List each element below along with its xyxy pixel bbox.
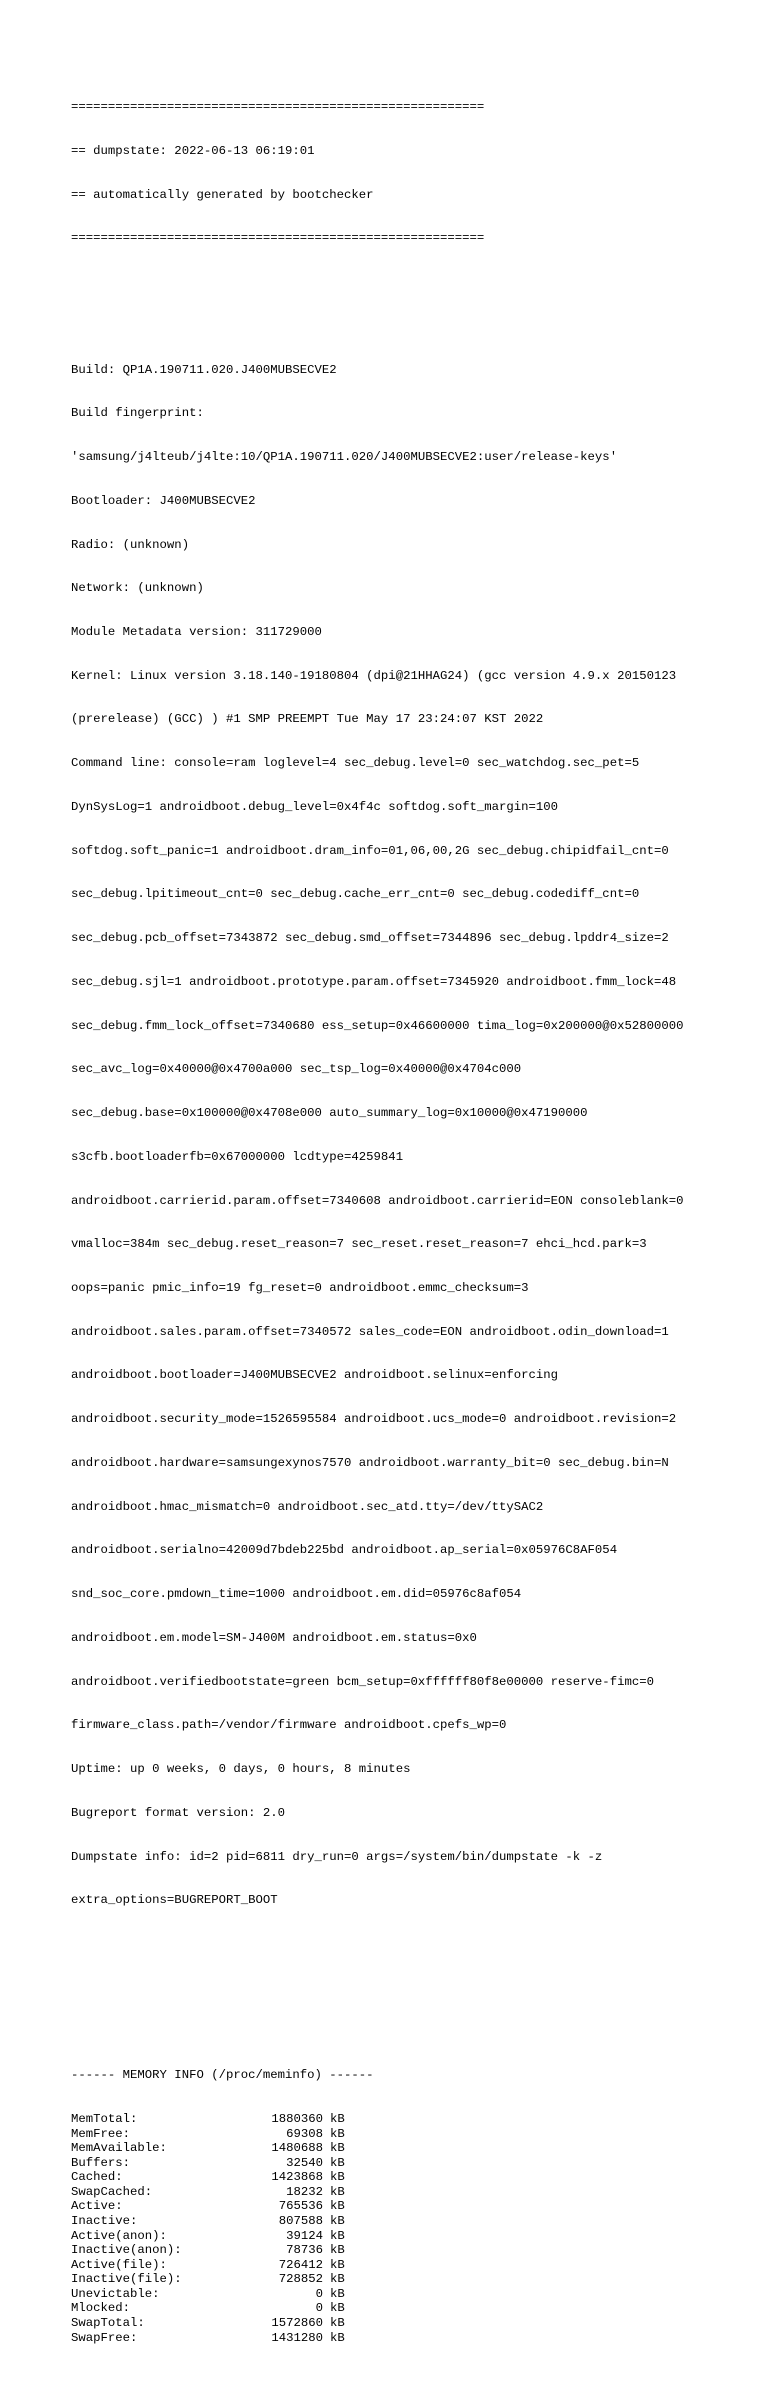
memory-field-unit: kB [330,2111,345,2126]
memory-field-unit: kB [330,2213,345,2228]
memory-info-row [71,2229,731,2244]
generator-note: == automatically generated by bootchecker [71,187,374,202]
command-line-cont: androidboot.serialno=42009d7bdeb225bd androidboot.ap_serial=0x05976C8AF054 [71,1543,618,1558]
build-line: Build: QP1A.190711.020.J400MUBSECVE2 [71,362,337,377]
command-line-cont: oops=panic pmic_info=19 fg_reset=0 androidboot.emmc_checksum=3 [71,1280,529,1295]
build-fingerprint-value: 'samsung/j4lteub/j4lte:10/QP1A.190711.020/J400MUBSECVE2:user/release-keys' [71,450,618,465]
dumpstate-info-line: Dumpstate info: id=2 pid=6811 dry_run=0 args=/system/bin/dumpstate -k -z [71,1849,603,1864]
memory-field-value: 1431280 [271,2330,323,2345]
command-line: Command line: console=ram loglevel=4 sec_debug.level=0 sec_watchdog.sec_pet=5 [71,756,640,771]
module-metadata-line: Module Metadata version: 311729000 [71,624,322,639]
spacer [71,1981,731,1996]
build-info-block [71,333,731,1937]
memory-field-value: 807588 [278,2213,323,2228]
kernel-line-cont: (prerelease) (GCC) ) #1 SMP PREEMPT Tue May 17 23:24:07 KST 2022 [71,712,544,727]
command-line-cont: androidboot.carrierid.param.offset=7340608 androidboot.carrierid=EON consoleblank=0 [71,1193,684,1208]
memory-field-value: 32540 [286,2155,323,2170]
memory-info-row [71,2199,731,2214]
memory-field-value: 765536 [278,2199,323,2214]
command-line-cont: sec_debug.lpitimeout_cnt=0 sec_debug.cache_err_cnt=0 sec_debug.codediff_cnt=0 [71,887,640,902]
memory-field-value: 78736 [286,2243,323,2258]
memory-info-row [71,2316,731,2331]
memory-info-row [71,2243,731,2258]
memory-field-unit: kB [330,2126,345,2141]
memory-field-unit: kB [330,2243,345,2258]
command-line-cont: androidboot.hardware=samsungexynos7570 androidboot.warranty_bit=0 sec_debug.bin=N [71,1455,669,1470]
memory-info-row [71,2185,731,2200]
bugreport-format-line: Bugreport format version: 2.0 [71,1805,286,1820]
radio-line: Radio: (unknown) [71,537,190,552]
memory-field-unit: kB [330,2301,345,2316]
memory-field-label: Inactive(anon): [71,2243,182,2258]
network-line: Network: (unknown) [71,581,204,596]
command-line-cont: firmware_class.path=/vendor/firmware androidboot.cpefs_wp=0 [71,1718,507,1733]
command-line-cont: s3cfb.bootloaderfb=0x67000000 lcdtype=4259841 [71,1149,404,1164]
command-line-cont: androidboot.em.model=SM-J400M androidboot.em.status=0x0 [71,1630,477,1645]
memory-field-value: 726412 [278,2257,323,2272]
memory-field-label: SwapTotal: [71,2316,145,2331]
memory-info-section [71,2039,731,2374]
spacer [71,275,731,290]
memory-field-value: 728852 [278,2272,323,2287]
memory-info-table [71,2112,731,2345]
build-fingerprint-label: Build fingerprint: [71,406,204,421]
command-line-cont: sec_avc_log=0x40000@0x4700a000 sec_tsp_log=0x40000@0x4704c000 [71,1062,522,1077]
memory-info-row [71,2272,731,2287]
memory-field-value: 69308 [286,2126,323,2141]
memory-field-unit: kB [330,2316,345,2331]
dumpstate-timestamp: == dumpstate: 2022-06-13 06:19:01 [71,143,315,158]
memory-field-label: Cached: [71,2170,123,2185]
uptime-line: Uptime: up 0 weeks, 0 days, 0 hours, 8 minutes [71,1762,411,1777]
memory-field-label: Active(file): [71,2257,167,2272]
command-line-cont: androidboot.bootloader=J400MUBSECVE2 androidboot.selinux=enforcing [71,1368,559,1383]
memory-info-row [71,2331,731,2346]
memory-field-label: MemFree: [71,2126,131,2141]
memory-field-label: Active(anon): [71,2228,167,2243]
command-line-cont: DynSysLog=1 androidboot.debug_level=0x4f4c softdog.soft_margin=100 [71,799,559,814]
memory-field-unit: kB [330,2155,345,2170]
bugreport-document [71,71,731,2389]
kernel-line: Kernel: Linux version 3.18.140-19180804 (dpi@21HHAG24) (gcc version 4.9.x 20150123 [71,668,677,683]
memory-field-label: Active: [71,2199,123,2214]
command-line-cont: vmalloc=384m sec_debug.reset_reason=7 sec_reset.reset_reason=7 ehci_hcd.park=3 [71,1237,647,1252]
memory-field-unit: kB [330,2228,345,2243]
memory-info-row [71,2258,731,2273]
memory-field-value: 18232 [286,2184,323,2199]
memory-field-label: Inactive(file): [71,2272,182,2287]
memory-field-unit: kB [330,2286,345,2301]
memory-field-label: Mlocked: [71,2301,131,2316]
memory-field-unit: kB [330,2184,345,2199]
memory-info-row [71,2112,731,2127]
memory-field-label: SwapFree: [71,2330,138,2345]
memory-field-unit: kB [330,2170,345,2185]
memory-info-row [71,2127,731,2142]
memory-field-label: SwapCached: [71,2184,153,2199]
memory-field-unit: kB [330,2199,345,2214]
dumpstate-info-cont: extra_options=BUGREPORT_BOOT [71,1893,278,1908]
command-line-cont: androidboot.sales.param.offset=7340572 sales_code=EON androidboot.odin_download=1 [71,1324,669,1339]
memory-field-value: 39124 [286,2228,323,2243]
memory-info-row [71,2287,731,2302]
memory-info-heading: ------ MEMORY INFO (/proc/meminfo) ------ [71,2068,374,2083]
memory-field-label: Buffers: [71,2155,131,2170]
command-line-cont: androidboot.verifiedbootstate=green bcm_setup=0xffffff80f8e00000 reserve-fimc=0 [71,1674,654,1689]
memory-field-value: 1572860 [271,2316,323,2331]
memory-info-row [71,2170,731,2185]
bootloader-line: Bootloader: J400MUBSECVE2 [71,493,256,508]
memory-field-value: 1880360 [271,2111,323,2126]
command-line-cont: softdog.soft_panic=1 androidboot.dram_info=01,06,00,2G sec_debug.chipidfail_cnt=0 [71,843,669,858]
command-line-cont: androidboot.hmac_mismatch=0 androidboot.sec_atd.tty=/dev/ttySAC2 [71,1499,544,1514]
memory-field-value: 1423868 [271,2170,323,2185]
memory-field-label: MemAvailable: [71,2141,167,2156]
memory-info-row [71,2141,731,2156]
memory-info-row [71,2301,731,2316]
memory-field-unit: kB [330,2141,345,2156]
memory-field-label: MemTotal: [71,2111,138,2126]
command-line-cont: snd_soc_core.pmdown_time=1000 androidboot.em.did=05976c8af054 [71,1587,522,1602]
command-line-cont: sec_debug.sjl=1 androidboot.prototype.param.offset=7345920 androidboot.fmm_lock=48 [71,974,677,989]
memory-field-unit: kB [330,2257,345,2272]
memory-field-value: 0 [315,2301,323,2316]
memory-field-value: 0 [315,2286,323,2301]
header-rule-bottom: ======================================================== [71,231,485,246]
memory-info-row [71,2214,731,2229]
memory-field-unit: kB [330,2330,345,2345]
memory-field-value: 1480688 [271,2141,323,2156]
header-rule-top: ======================================================== [71,100,485,115]
command-line-cont: sec_debug.pcb_offset=7343872 sec_debug.smd_offset=7344896 sec_debug.lpddr4_size=2 [71,931,669,946]
command-line-cont: sec_debug.base=0x100000@0x4708e000 auto_summary_log=0x10000@0x47190000 [71,1106,588,1121]
command-line-cont: androidboot.security_mode=1526595584 androidboot.ucs_mode=0 androidboot.revision=2 [71,1412,677,1427]
memory-info-row [71,2156,731,2171]
memory-field-label: Inactive: [71,2213,138,2228]
command-line-cont: sec_debug.fmm_lock_offset=7340680 ess_setup=0x46600000 tima_log=0x200000@0x52800000 [71,1018,684,1033]
memory-field-unit: kB [330,2272,345,2287]
memory-field-label: Unevictable: [71,2286,160,2301]
